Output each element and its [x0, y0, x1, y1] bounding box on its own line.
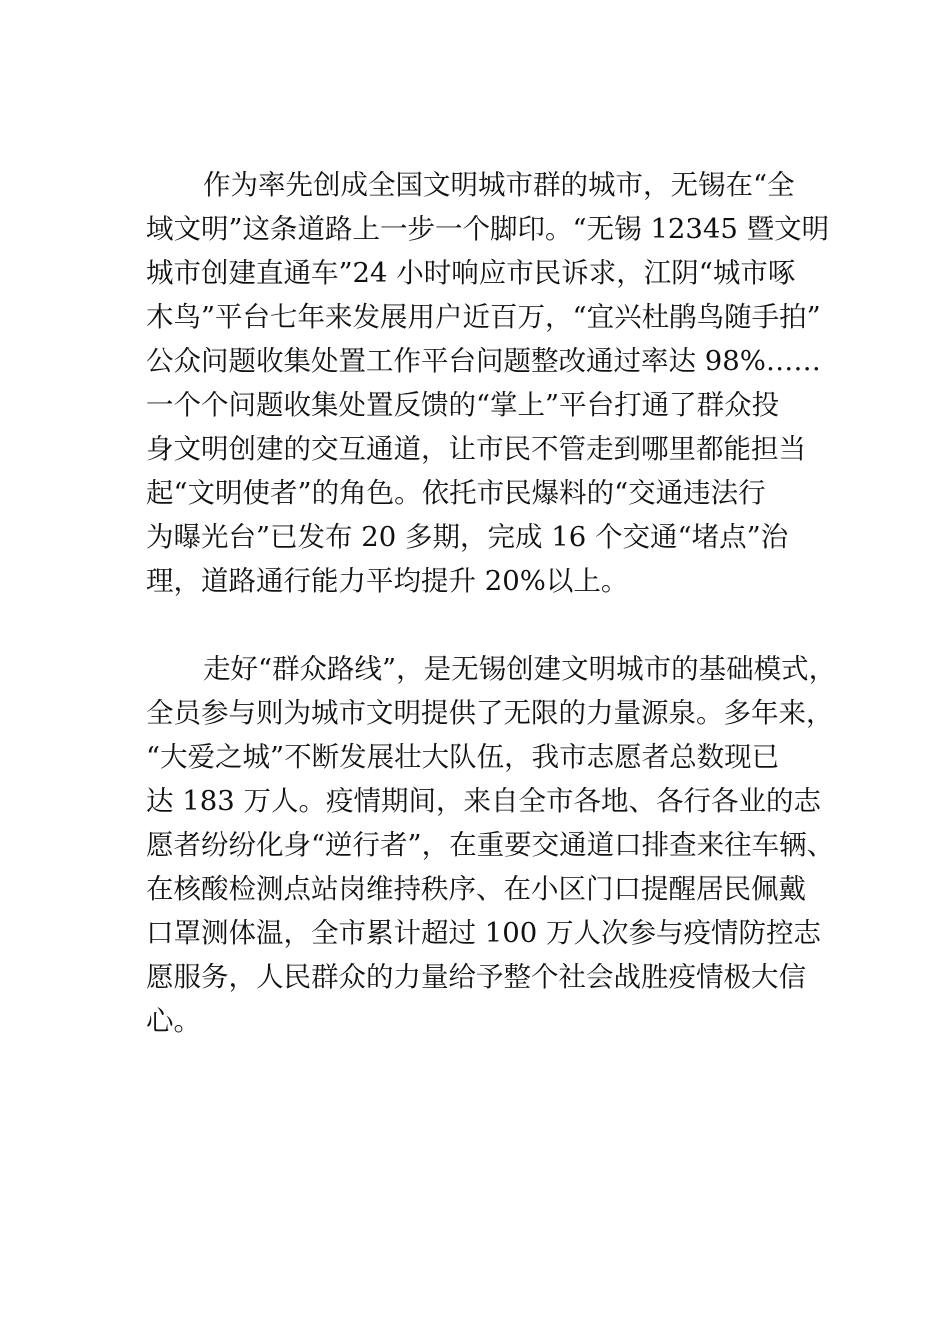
paragraph-line: 一个个问题收集处置反馈的“掌上”平台打通了群众投: [146, 389, 780, 421]
paragraph-line: 为曝光台”已发布 20 多期，完成 16 个交通“堵点”治: [146, 521, 789, 553]
paragraph-line: 达 183 万人。疫情期间，来自全市各地、各行各业的志: [146, 785, 821, 817]
paragraph-line: 身文明创建的交互通道，让市民不管走到哪里都能担当: [146, 433, 806, 465]
paragraph-line: 理，道路通行能力平均提升 20%以上。: [146, 565, 629, 597]
paragraph-line: 愿者纷纷化身“逆行者”，在重要交通道口排查来往车辆、: [146, 829, 835, 861]
paragraph-line: 在核酸检测点站岗维持秩序、在小区门口提醒居民佩戴: [146, 873, 806, 905]
paragraph-line: 愿服务，人民群众的力量给予整个社会战胜疫情极大信: [146, 961, 806, 993]
paragraph-line: 城市创建直通车”24 小时响应市民诉求，江阴“城市啄: [146, 257, 796, 289]
paragraph-line: 走好“群众路线”，是无锡创建文明城市的基础模式，: [203, 653, 837, 685]
paragraph-line: 公众问题收集处置工作平台问题整改通过率达 98%……: [146, 345, 821, 377]
paragraph-line: 域文明”这条道路上一步一个脚印。“无锡 12345 暨文明: [146, 213, 830, 245]
paragraph-line: 口罩测体温，全市累计超过 100 万人次参与疫情防控志: [146, 917, 821, 949]
paragraph-line: 起“文明使者”的角色。依托市民爆料的“交通违法行: [146, 477, 766, 509]
paragraph-line: 全员参与则为城市文明提供了无限的力量源泉。多年来，: [146, 697, 834, 729]
paragraph-line: 作为率先创成全国文明城市群的城市，无锡在“全: [203, 169, 795, 201]
paragraph-line: “大爱之城”不断发展壮大队伍，我市志愿者总数现已: [146, 741, 780, 773]
paragraph-line: 心。: [146, 1005, 201, 1037]
paragraph-line: 木鸟”平台七年来发展用户近百万，“宜兴杜鹃鸟随手拍”: [146, 301, 821, 333]
